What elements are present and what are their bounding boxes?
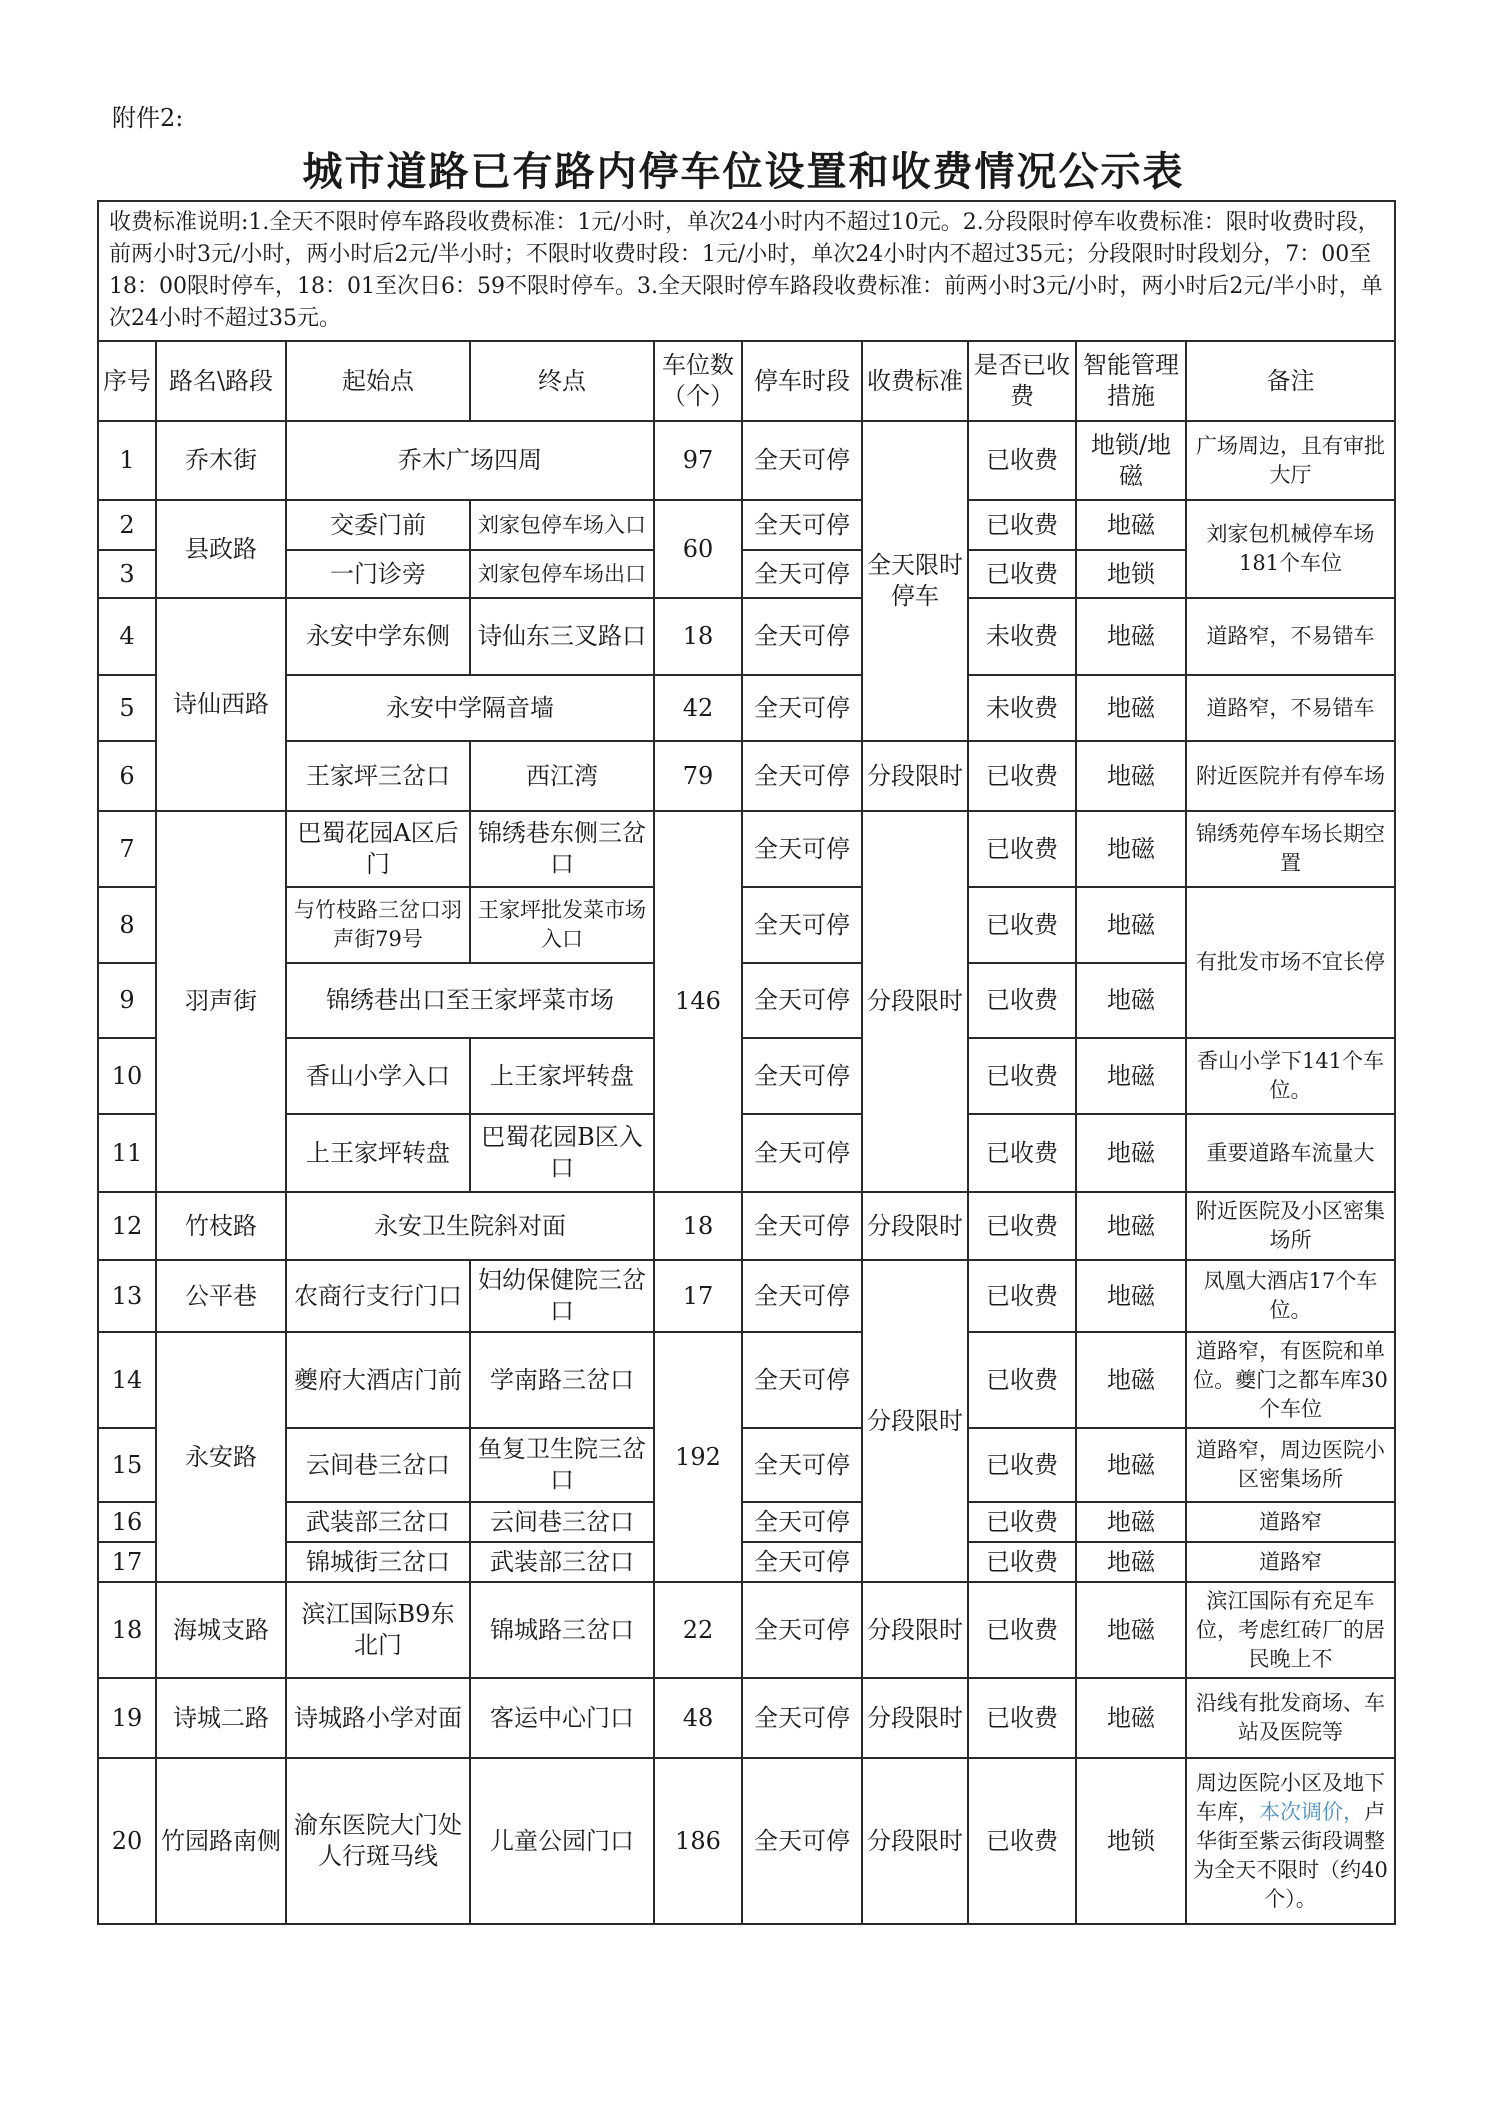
header-smart: 智能管理措施	[1076, 341, 1186, 421]
table-row	[98, 1502, 1395, 1542]
row-road: 诗城二路	[156, 1678, 286, 1758]
table-row	[98, 1192, 1395, 1260]
row-end: 鱼复卫生院三岔口	[470, 1428, 654, 1502]
row-no: 20	[98, 1758, 156, 1924]
row-smart: 地磁	[1076, 1502, 1186, 1542]
row-smart: 地磁	[1076, 1260, 1186, 1332]
remark-text: 周边医院小区及地下车库，	[1196, 1770, 1385, 1824]
row-end: 刘家包停车场出口	[470, 550, 654, 598]
row-road: 竹枝路	[156, 1192, 286, 1260]
row-charged: 已收费	[968, 1332, 1076, 1428]
row-spaces: 192	[654, 1332, 742, 1582]
row-no: 6	[98, 741, 156, 811]
row-road: 公平巷	[156, 1260, 286, 1332]
table-row	[98, 598, 1395, 675]
row-charged: 已收费	[968, 1502, 1076, 1542]
table-row	[98, 500, 1395, 550]
row-start: 一门诊旁	[286, 550, 470, 598]
table-row	[98, 1542, 1395, 1582]
row-road: 海城支路	[156, 1582, 286, 1678]
row-start: 夔府大酒店门前	[286, 1332, 470, 1428]
row-start: 香山小学入口	[286, 1038, 470, 1114]
row-spaces: 18	[654, 598, 742, 675]
attachment-label: 附件2:	[112, 104, 184, 132]
row-spaces: 22	[654, 1582, 742, 1678]
row-charged: 已收费	[968, 1678, 1076, 1758]
header-end: 终点	[470, 341, 654, 421]
table-row	[98, 811, 1395, 887]
table-row	[98, 741, 1395, 811]
table-row	[98, 1758, 1395, 1924]
row-charged: 已收费	[968, 887, 1076, 963]
row-standard: 分段限时	[862, 1260, 968, 1582]
row-road: 竹园路南侧	[156, 1758, 286, 1924]
row-charged: 未收费	[968, 675, 1076, 741]
row-remark: 道路窄	[1186, 1542, 1395, 1582]
row-standard: 分段限时	[862, 741, 968, 811]
table-row	[98, 887, 1395, 963]
row-end: 儿童公园门口	[470, 1758, 654, 1924]
row-smart: 地磁	[1076, 1114, 1186, 1192]
row-standard: 分段限时	[862, 1582, 968, 1678]
row-charged: 已收费	[968, 1542, 1076, 1582]
row-end: 学南路三岔口	[470, 1332, 654, 1428]
row-period: 全天可停	[742, 1260, 862, 1332]
row-smart: 地磁	[1076, 1542, 1186, 1582]
row-start: 巴蜀花园A区后门	[286, 811, 470, 887]
row-standard: 分段限时	[862, 1678, 968, 1758]
row-smart: 地磁	[1076, 500, 1186, 550]
row-charged: 已收费	[968, 550, 1076, 598]
table-row	[98, 1332, 1395, 1428]
row-period: 全天可停	[742, 1428, 862, 1502]
row-section: 永安中学隔音墙	[286, 675, 654, 741]
row-remark: 锦绣苑停车场长期空置	[1186, 811, 1395, 887]
row-charged: 已收费	[968, 963, 1076, 1038]
row-smart: 地磁	[1076, 1428, 1186, 1502]
row-remark: 广场周边，且有审批大厅	[1186, 421, 1395, 500]
fee-table-wrapper	[97, 200, 1394, 1925]
header-row	[98, 341, 1395, 421]
row-start: 武装部三岔口	[286, 1502, 470, 1542]
row-smart: 地磁	[1076, 811, 1186, 887]
row-road: 诗仙西路	[156, 598, 286, 811]
row-remark: 附近医院及小区密集场所	[1186, 1192, 1395, 1260]
row-spaces: 186	[654, 1758, 742, 1924]
fee-note-row	[98, 201, 1395, 341]
row-start: 上王家坪转盘	[286, 1114, 470, 1192]
row-remark: 道路窄，有医院和单位。夔门之都车库30个车位	[1186, 1332, 1395, 1428]
row-remark: 刘家包机械停车场181个车位	[1186, 500, 1395, 598]
row-charged: 已收费	[968, 500, 1076, 550]
row-remark: 沿线有批发商场、车站及医院等	[1186, 1678, 1395, 1758]
row-no: 1	[98, 421, 156, 500]
row-no: 3	[98, 550, 156, 598]
remark-text: 卢华街至紫云街段调整为全天不限时（约40个）。	[1193, 1799, 1388, 1911]
row-no: 13	[98, 1260, 156, 1332]
row-end: 王家坪批发菜市场入口	[470, 887, 654, 963]
row-section: 锦绣巷出口至王家坪菜市场	[286, 963, 654, 1038]
row-period: 全天可停	[742, 1758, 862, 1924]
row-smart: 地锁/地磁	[1076, 421, 1186, 500]
row-end: 云间巷三岔口	[470, 1502, 654, 1542]
row-standard: 分段限时	[862, 811, 968, 1192]
page-title: 城市道路已有路内停车位设置和收费情况公示表	[302, 148, 1185, 195]
header-no: 序号	[98, 341, 156, 421]
table-row	[98, 1582, 1395, 1678]
row-no: 7	[98, 811, 156, 887]
row-period: 全天可停	[742, 550, 862, 598]
row-no: 14	[98, 1332, 156, 1428]
header-period: 停车时段	[742, 341, 862, 421]
row-period: 全天可停	[742, 1678, 862, 1758]
row-remark: 道路窄	[1186, 1502, 1395, 1542]
row-spaces: 42	[654, 675, 742, 741]
header-start: 起始点	[286, 341, 470, 421]
row-remark: 重要道路车流量大	[1186, 1114, 1395, 1192]
row-charged: 未收费	[968, 598, 1076, 675]
row-start: 渝东医院大门处人行斑马线	[286, 1758, 470, 1924]
row-charged: 已收费	[968, 421, 1076, 500]
row-no: 19	[98, 1678, 156, 1758]
row-charged: 已收费	[968, 811, 1076, 887]
row-spaces: 17	[654, 1260, 742, 1332]
row-end: 锦城路三岔口	[470, 1582, 654, 1678]
row-section: 永安卫生院斜对面	[286, 1192, 654, 1260]
row-start: 云间巷三岔口	[286, 1428, 470, 1502]
row-remark	[1186, 1758, 1395, 1924]
row-period: 全天可停	[742, 500, 862, 550]
row-end: 客运中心门口	[470, 1678, 654, 1758]
header-spaces: 车位数（个）	[654, 341, 742, 421]
row-period: 全天可停	[742, 1502, 862, 1542]
row-remark: 香山小学下141个车位。	[1186, 1038, 1395, 1114]
row-road: 乔木街	[156, 421, 286, 500]
row-smart: 地磁	[1076, 887, 1186, 963]
row-remark: 滨江国际有充足车位，考虑红砖厂的居民晚上不	[1186, 1582, 1395, 1678]
row-period: 全天可停	[742, 1582, 862, 1678]
table-row	[98, 675, 1395, 741]
row-charged: 已收费	[968, 1038, 1076, 1114]
row-charged: 已收费	[968, 1114, 1076, 1192]
row-spaces: 48	[654, 1678, 742, 1758]
row-no: 10	[98, 1038, 156, 1114]
table-row	[98, 1678, 1395, 1758]
row-remark: 道路窄，不易错车	[1186, 675, 1395, 741]
row-end: 妇幼保健院三岔口	[470, 1260, 654, 1332]
row-no: 4	[98, 598, 156, 675]
row-end: 西江湾	[470, 741, 654, 811]
row-smart: 地磁	[1076, 741, 1186, 811]
row-road: 羽声街	[156, 811, 286, 1192]
row-start: 与竹枝路三岔口羽声街79号	[286, 887, 470, 963]
row-smart: 地磁	[1076, 1332, 1186, 1428]
row-smart: 地磁	[1076, 1582, 1186, 1678]
row-period: 全天可停	[742, 1332, 862, 1428]
header-charged: 是否已收费	[968, 341, 1076, 421]
row-start: 王家坪三岔口	[286, 741, 470, 811]
row-no: 12	[98, 1192, 156, 1260]
row-period: 全天可停	[742, 598, 862, 675]
row-start: 滨江国际B9东北门	[286, 1582, 470, 1678]
row-period: 全天可停	[742, 963, 862, 1038]
row-no: 5	[98, 675, 156, 741]
row-remark: 附近医院并有停车场	[1186, 741, 1395, 811]
row-end: 诗仙东三叉路口	[470, 598, 654, 675]
row-remark: 道路窄，不易错车	[1186, 598, 1395, 675]
row-no: 18	[98, 1582, 156, 1678]
fee-standard-note: 收费标准说明:1.全天不限时停车路段收费标准：1元/小时，单次24小时内不超过10元。2.分段限时停车收费标准：限时收费时段，前两小时3元/小时，两小时后2元/半小时；不限时收费时段：1元/小时，单次24小时内不超过35元；分段限时时段划分，7：00至18：00限时停车，18：01至次日6：59不限时停车。3.全天限时停车路段收费标准：前两小时3元/小时，两小时后2元/半小时，单次24小时不超过35元。	[98, 201, 1395, 341]
parking-fee-table	[97, 200, 1396, 1925]
row-standard: 全天限时停车	[862, 421, 968, 741]
row-smart: 地锁	[1076, 550, 1186, 598]
row-start: 农商行支行门口	[286, 1260, 470, 1332]
row-remark: 有批发市场不宜长停	[1186, 887, 1395, 1038]
row-charged: 已收费	[968, 741, 1076, 811]
row-start: 锦城街三岔口	[286, 1542, 470, 1582]
header-standard: 收费标准	[862, 341, 968, 421]
row-smart: 地磁	[1076, 1192, 1186, 1260]
row-end: 上王家坪转盘	[470, 1038, 654, 1114]
row-end: 刘家包停车场入口	[470, 500, 654, 550]
row-smart: 地磁	[1076, 598, 1186, 675]
row-no: 16	[98, 1502, 156, 1542]
table-row	[98, 421, 1395, 500]
row-period: 全天可停	[742, 675, 862, 741]
row-smart: 地磁	[1076, 675, 1186, 741]
row-remark: 道路窄，周边医院小区密集场所	[1186, 1428, 1395, 1502]
row-period: 全天可停	[742, 421, 862, 500]
table-row	[98, 1114, 1395, 1192]
row-spaces: 97	[654, 421, 742, 500]
row-start: 交委门前	[286, 500, 470, 550]
row-smart: 地磁	[1076, 1038, 1186, 1114]
row-smart: 地磁	[1076, 963, 1186, 1038]
row-period: 全天可停	[742, 741, 862, 811]
row-charged: 已收费	[968, 1582, 1076, 1678]
row-smart: 地锁	[1076, 1758, 1186, 1924]
header-road: 路名\路段	[156, 341, 286, 421]
row-remark: 凤凰大酒店17个车位。	[1186, 1260, 1395, 1332]
row-road: 县政路	[156, 500, 286, 598]
row-charged: 已收费	[968, 1260, 1076, 1332]
row-standard: 分段限时	[862, 1758, 968, 1924]
row-period: 全天可停	[742, 1038, 862, 1114]
row-start: 诗城路小学对面	[286, 1678, 470, 1758]
row-start: 永安中学东侧	[286, 598, 470, 675]
row-no: 9	[98, 963, 156, 1038]
table-row	[98, 1260, 1395, 1332]
row-charged: 已收费	[968, 1428, 1076, 1502]
row-no: 17	[98, 1542, 156, 1582]
remark-highlight: 本次调价，	[1259, 1799, 1364, 1824]
table-row	[98, 1038, 1395, 1114]
row-end: 武装部三岔口	[470, 1542, 654, 1582]
row-spaces: 60	[654, 500, 742, 598]
header-remark: 备注	[1186, 341, 1395, 421]
row-road: 永安路	[156, 1332, 286, 1582]
row-no: 11	[98, 1114, 156, 1192]
row-period: 全天可停	[742, 1542, 862, 1582]
row-spaces: 18	[654, 1192, 742, 1260]
row-no: 15	[98, 1428, 156, 1502]
row-period: 全天可停	[742, 811, 862, 887]
row-spaces: 79	[654, 741, 742, 811]
row-period: 全天可停	[742, 1114, 862, 1192]
row-spaces: 146	[654, 811, 742, 1192]
row-period: 全天可停	[742, 1192, 862, 1260]
row-no: 8	[98, 887, 156, 963]
row-no: 2	[98, 500, 156, 550]
row-smart: 地磁	[1076, 1678, 1186, 1758]
row-section: 乔木广场四周	[286, 421, 654, 500]
row-standard: 分段限时	[862, 1192, 968, 1260]
row-charged: 已收费	[968, 1758, 1076, 1924]
row-end: 巴蜀花园B区入口	[470, 1114, 654, 1192]
row-charged: 已收费	[968, 1192, 1076, 1260]
row-period: 全天可停	[742, 887, 862, 963]
row-end: 锦绣巷东侧三岔口	[470, 811, 654, 887]
table-row	[98, 1428, 1395, 1502]
